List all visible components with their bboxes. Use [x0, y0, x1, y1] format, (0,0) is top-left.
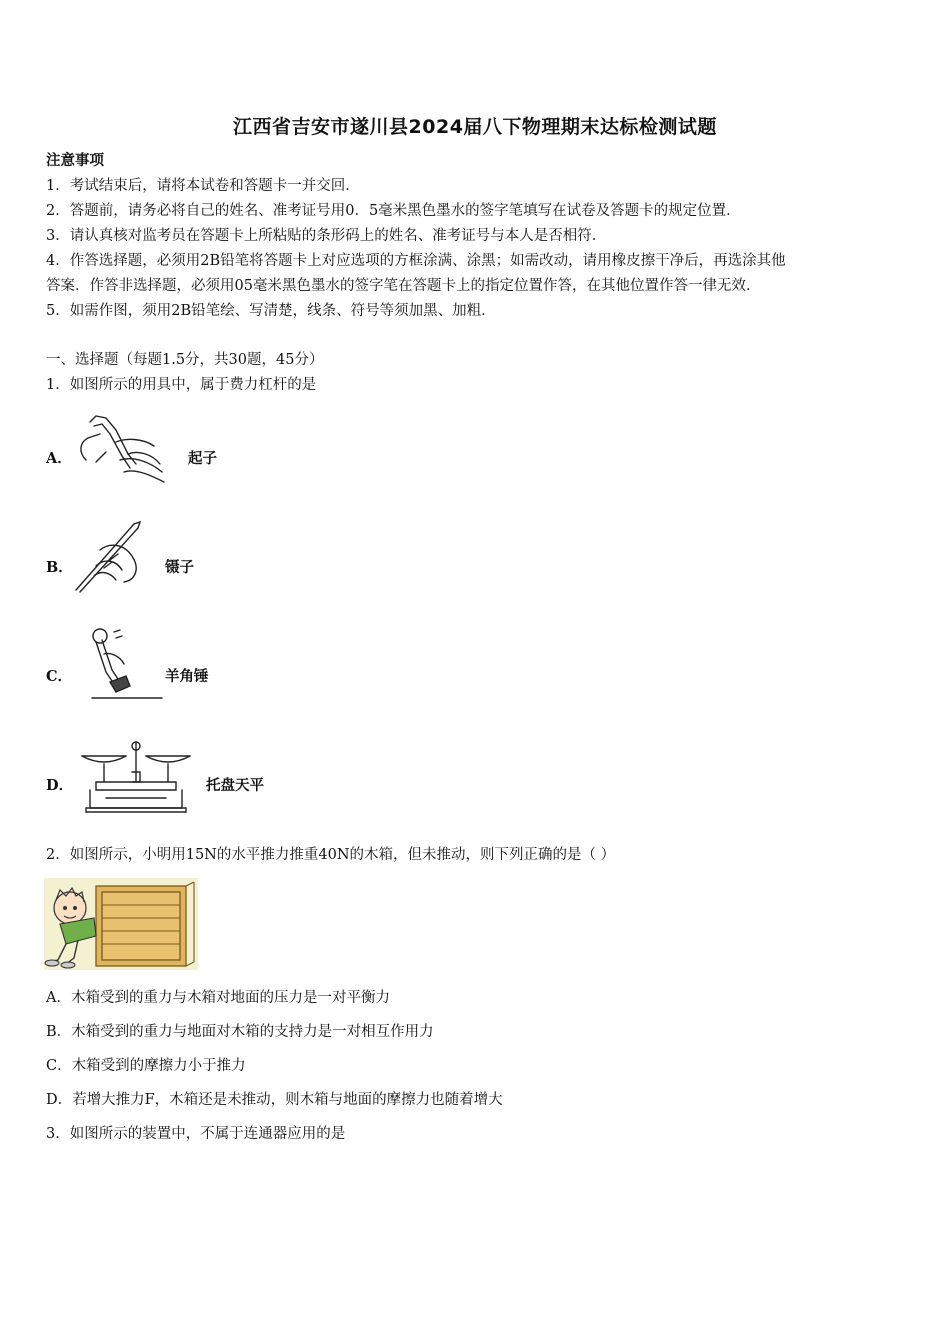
- page-title: 江西省吉安市遂川县2024届八下物理期末达标检测试题: [233, 116, 717, 138]
- notice-item: 3．请认真核对监考员在答题卡上所粘贴的条形码上的姓名、准考证号与本人是否相符．: [46, 228, 607, 244]
- q2-option-a: A．木箱受到的重力与木箱对地面的压力是一对平衡力: [46, 990, 390, 1006]
- q1-option-d-name: 托盘天平: [206, 777, 264, 794]
- q1-option-b-name: 镊子: [165, 559, 194, 576]
- q1-option-d-letter: D．: [46, 777, 74, 794]
- notice-item: 4．作答选择题，必须用2B铅笔将答题卡上对应选项的方框涂满、涂黑；如需改动，请用橡皮擦干净后，再选涂其他: [46, 253, 786, 269]
- question-1-stem: 1．如图所示的用具中，属于费力杠杆的是: [46, 377, 317, 393]
- pushing-box-figure: [44, 878, 198, 970]
- q1-option-c-name: 羊角锤: [165, 668, 209, 685]
- notice-item: 2．答题前，请务必将自己的姓名、准考证号用0．5毫米黑色墨水的签字笔填写在试卷及答题卡的规定位置．: [46, 203, 741, 219]
- question-2-stem: 2．如图所示，小明用15N的水平推力推重40N的木箱，但未推动，则下列正确的是（ ）: [46, 847, 616, 863]
- q1-option-b-letter: B．: [46, 559, 73, 576]
- notice-item: 5．如需作图，须用2B铅笔绘、写清楚，线条、符号等须加黑、加粗．: [46, 303, 496, 319]
- bottle-opener-figure: [76, 412, 171, 487]
- q1-option-a-name: 起子: [188, 450, 217, 467]
- q1-option-a-letter: A．: [46, 450, 72, 467]
- tweezers-figure: [70, 520, 150, 595]
- q2-option-b: B．木箱受到的重力与地面对木箱的支持力是一对相互作用力: [46, 1024, 434, 1040]
- q2-option-d: D．若增大推力F，木箱还是未推动，则木箱与地面的摩擦力也随着增大: [46, 1092, 503, 1108]
- question-3-stem: 3．如图所示的装置中，不属于连通器应用的是: [46, 1126, 346, 1142]
- section-heading: 一、选择题（每题1.5分，共30题，45分）: [46, 352, 324, 368]
- q2-option-c: C．木箱受到的摩擦力小于推力: [46, 1058, 246, 1074]
- q1-option-c-letter: C．: [46, 668, 73, 685]
- notice-item: 答案．作答非选择题，必须用05毫米黑色墨水的签字笔在答题卡上的指定位置作答，在其他位置作答一律无效．: [46, 278, 761, 294]
- notice-item: 1．考试结束后，请将本试卷和答题卡一并交回．: [46, 178, 360, 194]
- claw-hammer-figure: [90, 624, 165, 704]
- notice-heading: 注意事项: [46, 152, 104, 169]
- balance-figure: [76, 738, 196, 814]
